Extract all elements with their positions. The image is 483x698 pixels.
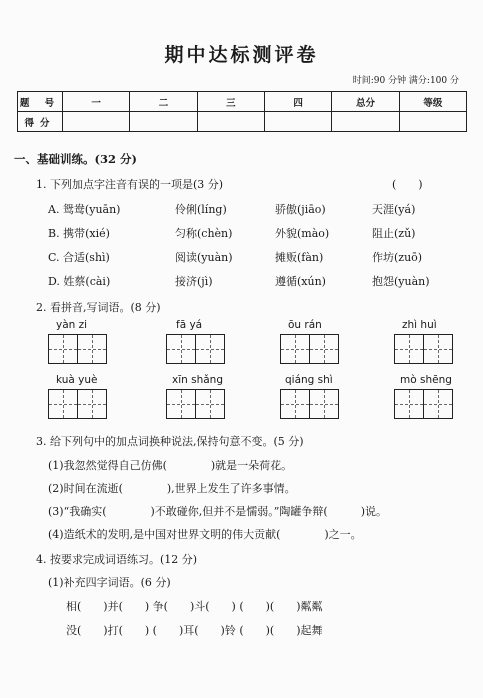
pinyin-label: qiáng shì (285, 374, 333, 386)
score-cell[interactable] (130, 112, 197, 132)
pinyin-label: ōu rán (288, 319, 322, 331)
option-d-2: 接济(jì) (175, 275, 213, 288)
writing-box-pair[interactable] (280, 389, 337, 419)
writing-box[interactable] (48, 334, 78, 364)
question-2-text: 2. 看拼音,写词语。(8 分) (36, 301, 161, 314)
page-title: 期中达标测评卷 (164, 44, 319, 66)
q3-line-4: (4)造纸术的发明,是中国对世界文明的伟大贡献( )之一。 (48, 528, 362, 541)
writing-box-pair[interactable] (48, 389, 105, 419)
answer-paren[interactable]: ( ) (392, 178, 423, 191)
score-table (17, 91, 467, 132)
option-d-4: 抱怨(yuàn) (372, 275, 430, 288)
score-cell[interactable] (332, 112, 399, 132)
score-table-header-row (18, 92, 467, 112)
q3-line-3: (3)“我确实( )不敢碰你,但并不是懦弱。”陶罐争辩( )说。 (48, 505, 387, 518)
pinyin-label: xīn shǎng (172, 374, 224, 386)
writing-box[interactable] (166, 389, 196, 419)
writing-box[interactable] (195, 334, 225, 364)
option-b-4: 阻止(zǔ) (372, 227, 416, 240)
score-cell[interactable] (264, 112, 331, 132)
option-b-1: B. 携带(xié) (48, 227, 110, 240)
header-cell: 总分 (332, 92, 399, 112)
q3-line-2: (2)时间在流逝( ),世界上发生了许多事情。 (48, 482, 296, 495)
exam-meta: 时间:90 分钟 满分:100 分 (352, 76, 459, 86)
header-cell: 一 (63, 92, 130, 112)
writing-box[interactable] (394, 389, 424, 419)
pinyin-label: mò shēng (400, 374, 452, 386)
question-3-text: 3. 给下列句中的加点词换种说法,保持句意不变。(5 分) (36, 435, 304, 448)
header-cell: 二 (130, 92, 197, 112)
writing-box[interactable] (77, 334, 107, 364)
q3-line-1: (1)我忽然觉得自己仿佛( )就是一朵荷花。 (48, 459, 293, 472)
pinyin-label: fā yá (176, 319, 203, 331)
writing-box[interactable] (423, 389, 453, 419)
option-b-2: 匀称(chèn) (175, 227, 233, 240)
writing-box-pair[interactable] (394, 389, 451, 419)
writing-box-pair[interactable] (166, 334, 223, 364)
option-d-1: D. 姓蔡(cài) (48, 275, 111, 288)
option-a-1: A. 鸳鸯(yuān) (48, 203, 121, 216)
writing-box[interactable] (309, 389, 339, 419)
header-cell: 题 号 (18, 92, 63, 112)
option-c-2: 阅读(yuàn) (175, 251, 233, 264)
option-b-3: 外貌(mào) (275, 227, 330, 240)
pinyin-label: zhì huì (402, 319, 437, 331)
writing-box[interactable] (48, 389, 78, 419)
option-c-1: C. 合适(shì) (48, 251, 110, 264)
q4-row-2: 没( )打( ) ( )耳( )铃 ( )( )起舞 (66, 624, 323, 637)
option-c-3: 摊贩(fàn) (275, 251, 324, 264)
writing-box[interactable] (77, 389, 107, 419)
writing-box-pair[interactable] (166, 389, 223, 419)
score-table-score-row (18, 112, 467, 132)
option-a-2: 伶俐(líng) (175, 203, 227, 216)
writing-box[interactable] (423, 334, 453, 364)
header-cell: 三 (197, 92, 264, 112)
score-cell[interactable] (63, 112, 130, 132)
question-1-text: 1. 下列加点字注音有误的一项是(3 分) (36, 178, 224, 191)
writing-box[interactable] (309, 334, 339, 364)
section-heading: 一、基础训练。(32 分) (14, 152, 137, 166)
header-cell: 四 (264, 92, 331, 112)
writing-box-pair[interactable] (48, 334, 105, 364)
option-a-4: 天涯(yá) (372, 203, 416, 216)
q4-row-1: 相( )并( ) 争( )斗( ) ( )( )粼粼 (66, 600, 323, 613)
writing-box-pair[interactable] (394, 334, 451, 364)
writing-box-pair[interactable] (280, 334, 337, 364)
option-d-3: 遵循(xún) (275, 275, 326, 288)
writing-box[interactable] (394, 334, 424, 364)
writing-box[interactable] (195, 389, 225, 419)
writing-box[interactable] (280, 389, 310, 419)
writing-box[interactable] (280, 334, 310, 364)
score-row-label: 得分 (18, 112, 63, 132)
q4-sub-1: (1)补充四字词语。(6 分) (48, 576, 171, 589)
option-a-3: 骄傲(jiāo) (275, 203, 326, 216)
question-4-text: 4. 按要求完成词语练习。(12 分) (36, 553, 198, 566)
pinyin-label: kuà yuè (56, 374, 98, 386)
pinyin-label: yàn zi (56, 319, 88, 331)
header-cell: 等级 (399, 92, 466, 112)
writing-box[interactable] (166, 334, 196, 364)
score-cell[interactable] (399, 112, 466, 132)
score-cell[interactable] (197, 112, 264, 132)
option-c-4: 作坊(zuō) (372, 251, 423, 264)
